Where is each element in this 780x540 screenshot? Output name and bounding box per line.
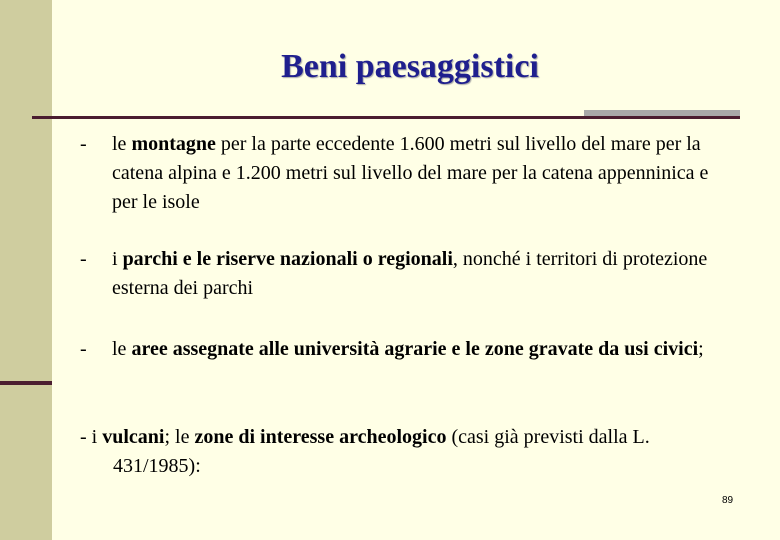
- item-text-bold: vulcani: [102, 426, 165, 448]
- item-text-segment: ; le: [164, 426, 195, 448]
- item-text-segment: , nonché i territori di protezione esterna dei parchi: [112, 248, 708, 299]
- bullet-dash: -: [80, 133, 87, 155]
- item-text-bold: zone di interesse archeologico: [194, 426, 447, 448]
- item-text-segment: (casi già previsti dalla L. 431/1985):: [113, 426, 650, 477]
- bullet-dash: -: [80, 426, 92, 448]
- title-rule: [32, 116, 740, 119]
- item-text: [80, 423, 730, 481]
- bullet-dash: -: [80, 338, 87, 360]
- item-text: [112, 245, 730, 303]
- item-text: [112, 335, 730, 364]
- sidebar-accent-line: [0, 381, 52, 385]
- item-text-segment: ;: [698, 338, 704, 360]
- item-text: [112, 130, 730, 217]
- item-text-bold: parchi e le riserve nazionali o regionali: [122, 248, 453, 270]
- item-text-segment: i: [112, 248, 123, 270]
- list-item: [80, 423, 730, 481]
- item-text-segment: i: [91, 426, 103, 448]
- list-item: [80, 335, 730, 364]
- item-text-segment: le: [112, 338, 132, 360]
- item-text-bold: aree assegnate alle università agrarie e le zone gravate da usi civici: [131, 338, 699, 360]
- list-item: [80, 130, 730, 217]
- slide-title: Beni paesaggistici: [281, 48, 539, 85]
- list-item: [80, 245, 730, 303]
- item-text-bold: montagne: [131, 133, 216, 155]
- page-number: 89: [722, 495, 734, 506]
- item-text-segment: le: [112, 133, 132, 155]
- item-text-segment: per la parte eccedente 1.600 metri sul livello del mare per la catena alpina e 1.200 metri sul livello del mare per la catena appenninica e per le isole: [112, 133, 709, 213]
- bullet-dash: -: [80, 248, 87, 270]
